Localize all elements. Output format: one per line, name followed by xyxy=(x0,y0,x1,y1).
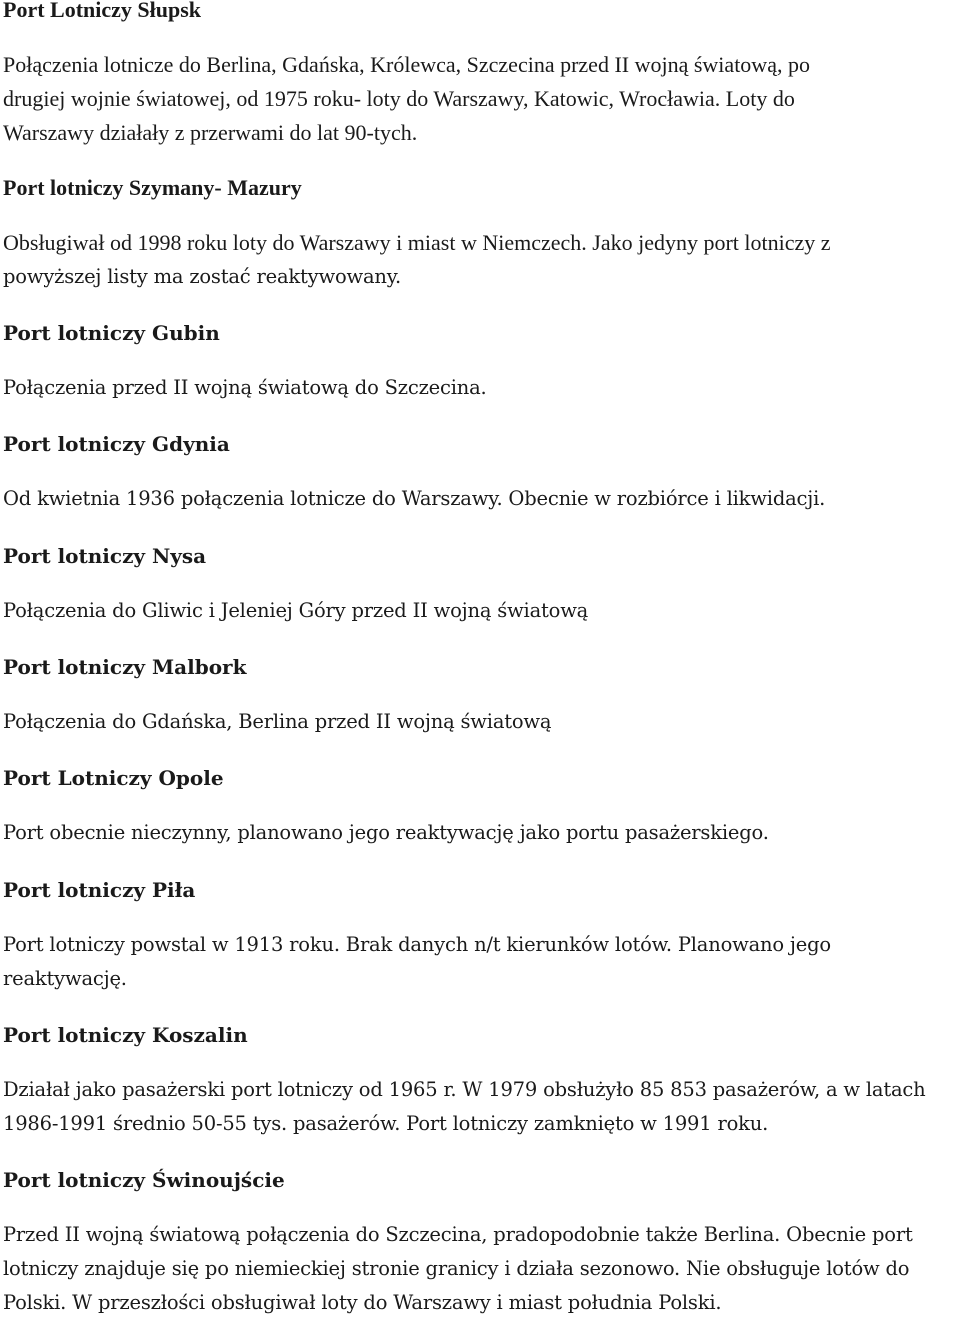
paragraph-line: Połączenia do Gliwic i Jeleniej Góry przed II wojną światową xyxy=(3,599,589,622)
paragraph-line: Polski. W przeszłości obsługiwał loty do Warszawy i miast południa Polski. xyxy=(3,1291,722,1314)
section-heading: Port lotniczy Gubin xyxy=(3,321,220,345)
paragraph-line: drugiej wojnie światowej, od 1975 roku- loty do Warszawy, Katowic, Wrocławia. Loty do xyxy=(3,86,795,111)
paragraph-line: Połączenia przed II wojną światową do Szczecina. xyxy=(3,376,487,399)
section-heading: Port lotniczy Świnoujście xyxy=(3,1168,285,1192)
section-heading: Port Lotniczy Słupsk xyxy=(3,0,202,22)
section-heading: Port lotniczy Koszalin xyxy=(3,1023,248,1047)
paragraph-line: Obsługiwał od 1998 roku loty do Warszawy i miast w Niemczech. Jako jedyny port lotniczy z xyxy=(3,230,831,255)
paragraph-line: reaktywację. xyxy=(3,967,127,990)
paragraph-line: 1986-1991 średnio 50-55 tys. pasażerów. Port lotniczy zamknięto w 1991 roku. xyxy=(3,1112,769,1135)
section-heading: Port Lotniczy Opole xyxy=(3,766,224,790)
paragraph-line: Działał jako pasażerski port lotniczy od 1965 r. W 1979 obsłużyło 85 853 pasażerów, a w latach xyxy=(3,1078,926,1101)
section-heading: Port lotniczy Nysa xyxy=(3,544,207,568)
paragraph-line: Warszawy działały z przerwami do lat 90-tych. xyxy=(3,120,418,145)
section-heading: Port lotniczy Szymany- Mazury xyxy=(3,175,302,200)
paragraph-line: Przed II wojną światową połączenia do Szczecina, pradopodobnie także Berlina. Obecnie port xyxy=(3,1223,913,1246)
paragraph-line: lotniczy znajduje się po niemieckiej stronie granicy i działa sezonowo. Nie obsługuje lotów do xyxy=(3,1257,910,1280)
paragraph-line: Połączenia do Gdańska, Berlina przed II wojną światową xyxy=(3,710,552,733)
paragraph-line: Połączenia lotnicze do Berlina, Gdańska, Królewca, Szczecina przed II wojną światową, po xyxy=(3,52,810,77)
section-heading: Port lotniczy Piła xyxy=(3,878,196,902)
paragraph-line: Od kwietnia 1936 połączenia lotnicze do Warszawy. Obecnie w rozbiórce i likwidacji. xyxy=(3,487,826,510)
section-heading: Port lotniczy Gdynia xyxy=(3,432,230,456)
paragraph-line: powyższej listy ma zostać reaktywowany. xyxy=(3,265,402,288)
section-heading: Port lotniczy Malbork xyxy=(3,655,247,679)
paragraph-line: Port lotniczy powstal w 1913 roku. Brak danych n/t kierunków lotów. Planowano jego xyxy=(3,933,831,956)
paragraph-line: Port obecnie nieczynny, planowano jego reaktywację jako portu pasażerskiego. xyxy=(3,821,769,844)
